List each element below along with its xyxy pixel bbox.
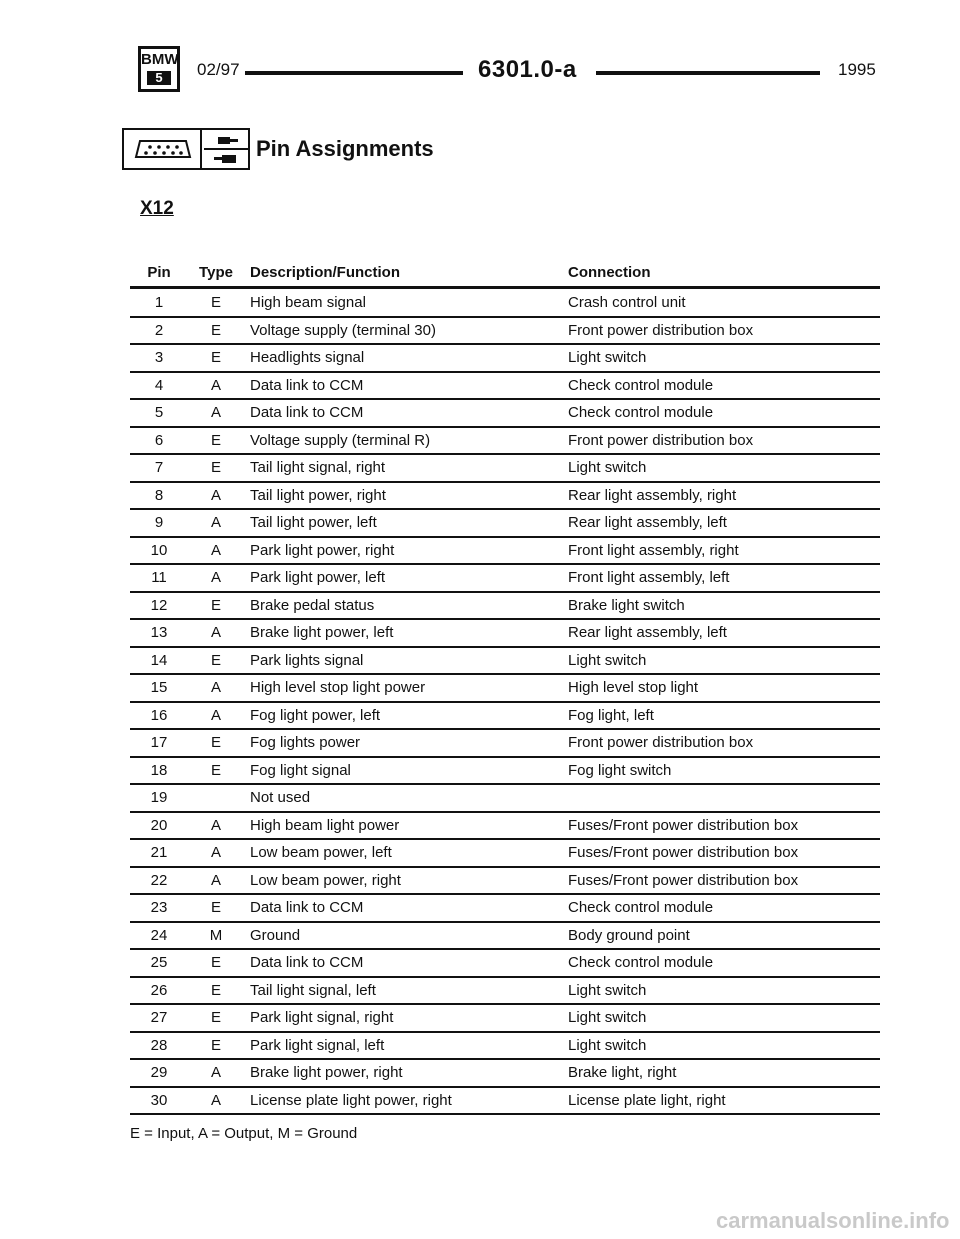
pin-cell: 22 <box>150 871 168 889</box>
connection-cell: Crash control unit <box>568 294 686 311</box>
table-row <box>130 757 880 784</box>
type-cell: A <box>210 706 221 724</box>
type-cell: A <box>210 871 221 889</box>
connection-cell: Check control module <box>568 954 714 971</box>
connection-cell: Body ground point <box>568 926 690 944</box>
connection-cell: Front light assembly, right <box>568 541 739 559</box>
logo-series: 5 <box>147 71 171 85</box>
connection-cell: Front light assembly, left <box>568 569 730 586</box>
connection-cell: Check control module <box>568 376 714 394</box>
type-cell: E <box>210 294 221 311</box>
connection-cell: Brake light, right <box>568 1064 677 1081</box>
pin-cell: 21 <box>150 844 168 861</box>
table-row <box>130 537 880 564</box>
connection-cell: Check control module <box>568 404 714 421</box>
connection-cell: Fog light switch <box>568 761 672 779</box>
connection-cell: Check control module <box>568 899 714 916</box>
table-row <box>130 729 880 756</box>
pin-cell: 5 <box>154 404 164 421</box>
type-cell: A <box>210 514 221 531</box>
row-divider <box>130 1113 880 1115</box>
connection-cell: High level stop light <box>568 679 699 696</box>
description-cell: Low beam power, left <box>250 844 392 861</box>
description-cell: Brake light power, right <box>250 1064 403 1081</box>
pin-cell: 16 <box>150 706 168 724</box>
table-row <box>130 289 880 316</box>
connector-plug-icon <box>134 138 192 160</box>
column-header-pin: Pin <box>147 264 171 281</box>
type-cell: E <box>210 981 221 999</box>
description-cell: High beam light power <box>250 816 400 834</box>
description-cell: Headlights signal <box>250 349 365 366</box>
table-row <box>130 977 880 1004</box>
pin-cell: 9 <box>154 514 164 531</box>
description-cell: Voltage supply (terminal 30) <box>250 321 436 339</box>
pin-cell: 10 <box>150 541 168 559</box>
pin-cell: 13 <box>150 624 168 641</box>
bmw-5-series-logo <box>138 46 180 92</box>
pin-cell: 6 <box>154 431 164 449</box>
type-cell: A <box>210 624 221 641</box>
connection-cell: Rear light assembly, left <box>568 514 727 531</box>
table-row <box>130 564 880 591</box>
description-cell: Data link to CCM <box>250 954 364 971</box>
pin-cell: 30 <box>150 1091 168 1109</box>
pin-cell: 1 <box>154 294 164 311</box>
pin-cell: 24 <box>150 926 168 944</box>
table-row <box>130 454 880 481</box>
table-row <box>130 317 880 344</box>
description-cell: Not used <box>250 789 311 806</box>
table-row <box>130 619 880 646</box>
connection-cell: Light switch <box>568 459 647 476</box>
connection-cell: License plate light, right <box>568 1091 726 1109</box>
connector-icon-box <box>122 128 250 170</box>
description-cell: Park lights signal <box>250 651 364 669</box>
column-header-description: Description/Function <box>250 264 400 281</box>
header-rule-left <box>245 71 463 75</box>
type-cell: A <box>210 486 221 504</box>
description-cell: Park light power, right <box>250 541 395 559</box>
section-title: Pin Assignments <box>256 136 434 161</box>
pin-cell: 18 <box>150 761 168 779</box>
table-row <box>130 399 880 426</box>
description-cell: Park light signal, left <box>250 1036 385 1054</box>
type-cell: E <box>210 761 221 779</box>
type-cell: A <box>210 1064 221 1081</box>
column-header-type: Type <box>199 264 233 281</box>
connector-id: X12 <box>140 198 174 219</box>
table-row <box>130 922 880 949</box>
type-cell: A <box>210 404 221 421</box>
table-row <box>130 1087 880 1114</box>
pin-cell: 12 <box>150 596 168 614</box>
pin-cell: 11 <box>151 569 167 586</box>
pin-cell: 28 <box>150 1036 168 1054</box>
description-cell: Fog light signal <box>250 761 351 779</box>
pin-cell: 15 <box>150 679 168 696</box>
type-cell: E <box>210 431 221 449</box>
table-row <box>130 674 880 701</box>
description-cell: High beam signal <box>250 294 366 311</box>
table-row <box>130 839 880 866</box>
header-year: 1995 <box>838 60 876 79</box>
table-row <box>130 949 880 976</box>
type-cell: E <box>210 459 221 476</box>
table-row <box>130 894 880 921</box>
type-cell: A <box>210 1091 221 1109</box>
type-cell: E <box>210 596 221 614</box>
description-cell: Voltage supply (terminal R) <box>250 431 431 449</box>
logo-brand: BMW <box>141 51 179 68</box>
type-cell: A <box>210 376 221 394</box>
description-cell: Park light signal, right <box>250 1009 394 1026</box>
pin-cell: 19 <box>150 789 168 806</box>
type-cell: E <box>210 349 221 366</box>
pin-cell: 4 <box>154 376 164 394</box>
connection-cell: Light switch <box>568 981 647 999</box>
connection-cell: Fuses/Front power distribution box <box>568 871 799 889</box>
table-row <box>130 372 880 399</box>
description-cell: Low beam power, right <box>250 871 401 889</box>
pin-terminal-icon <box>204 132 248 168</box>
type-cell: E <box>210 651 221 669</box>
type-cell: A <box>210 844 221 861</box>
description-cell: Brake light power, left <box>250 624 394 641</box>
connection-cell: Light switch <box>568 1036 647 1054</box>
pin-cell: 7 <box>154 459 164 476</box>
pin-cell: 14 <box>150 651 168 669</box>
table-row <box>130 1004 880 1031</box>
type-cell: A <box>210 569 221 586</box>
pin-cell: 27 <box>150 1009 168 1026</box>
type-legend: E = Input, A = Output, M = Ground <box>130 1125 358 1142</box>
connection-cell: Fuses/Front power distribution box <box>568 844 799 861</box>
connection-cell: Front power distribution box <box>568 734 754 751</box>
type-cell: E <box>210 734 221 751</box>
pin-cell: 29 <box>150 1064 168 1081</box>
description-cell: Park light power, left <box>250 569 386 586</box>
connection-cell: Brake light switch <box>568 596 685 614</box>
description-cell: High level stop light power <box>250 679 426 696</box>
type-cell: A <box>210 541 221 559</box>
pin-cell: 20 <box>150 816 168 834</box>
pin-cell: 8 <box>154 486 164 504</box>
description-cell: Brake pedal status <box>250 596 375 614</box>
table-row <box>130 592 880 619</box>
description-cell: Data link to CCM <box>250 899 364 916</box>
table-row <box>130 509 880 536</box>
table-row <box>130 427 880 454</box>
description-cell: Tail light signal, right <box>250 459 386 476</box>
connection-cell: Light switch <box>568 651 647 669</box>
table-row <box>130 867 880 894</box>
connection-cell: Front power distribution box <box>568 431 754 449</box>
description-cell: Data link to CCM <box>250 376 364 394</box>
description-cell: Fog lights power <box>250 734 361 751</box>
header-date: 02/97 <box>197 60 240 79</box>
table-row <box>130 647 880 674</box>
description-cell: License plate light power, right <box>250 1091 452 1109</box>
column-header-connection: Connection <box>568 264 651 281</box>
description-cell: Tail light signal, left <box>250 981 376 999</box>
type-cell: M <box>209 926 223 944</box>
connection-cell: Rear light assembly, left <box>568 624 727 641</box>
table-row <box>130 482 880 509</box>
table-row <box>130 1032 880 1059</box>
table-row <box>130 702 880 729</box>
table-row <box>130 784 880 811</box>
connection-cell: Light switch <box>568 1009 647 1026</box>
pin-cell: 17 <box>150 734 168 751</box>
table-row <box>130 1059 880 1086</box>
connection-cell: Front power distribution box <box>568 321 754 339</box>
description-cell: Tail light power, right <box>250 486 386 504</box>
type-cell: E <box>210 899 221 916</box>
connection-cell: Fuses/Front power distribution box <box>568 816 799 834</box>
pin-cell: 26 <box>150 981 168 999</box>
type-cell: E <box>210 954 221 971</box>
pin-cell: 3 <box>154 349 164 366</box>
type-cell: A <box>210 816 221 834</box>
connection-cell: Rear light assembly, right <box>568 486 737 504</box>
document-code: 6301.0-a <box>478 56 577 83</box>
type-cell: E <box>210 1009 221 1026</box>
description-cell: Fog light power, left <box>250 706 381 724</box>
description-cell: Data link to CCM <box>250 404 364 421</box>
source-watermark: carmanualsonline.info <box>716 1208 950 1233</box>
type-cell: A <box>210 679 221 696</box>
table-row <box>130 344 880 371</box>
table-row <box>130 812 880 839</box>
type-cell: E <box>210 1036 221 1054</box>
pin-cell: 25 <box>150 954 168 971</box>
connection-cell: Fog light, left <box>568 706 654 724</box>
pin-cell: 23 <box>150 899 168 916</box>
header-rule-right <box>596 71 820 75</box>
description-cell: Tail light power, left <box>250 514 377 531</box>
connection-cell: Light switch <box>568 349 647 366</box>
description-cell: Ground <box>250 926 301 944</box>
type-cell: E <box>210 321 221 339</box>
pin-cell: 2 <box>154 321 164 339</box>
icon-divider <box>200 130 202 168</box>
